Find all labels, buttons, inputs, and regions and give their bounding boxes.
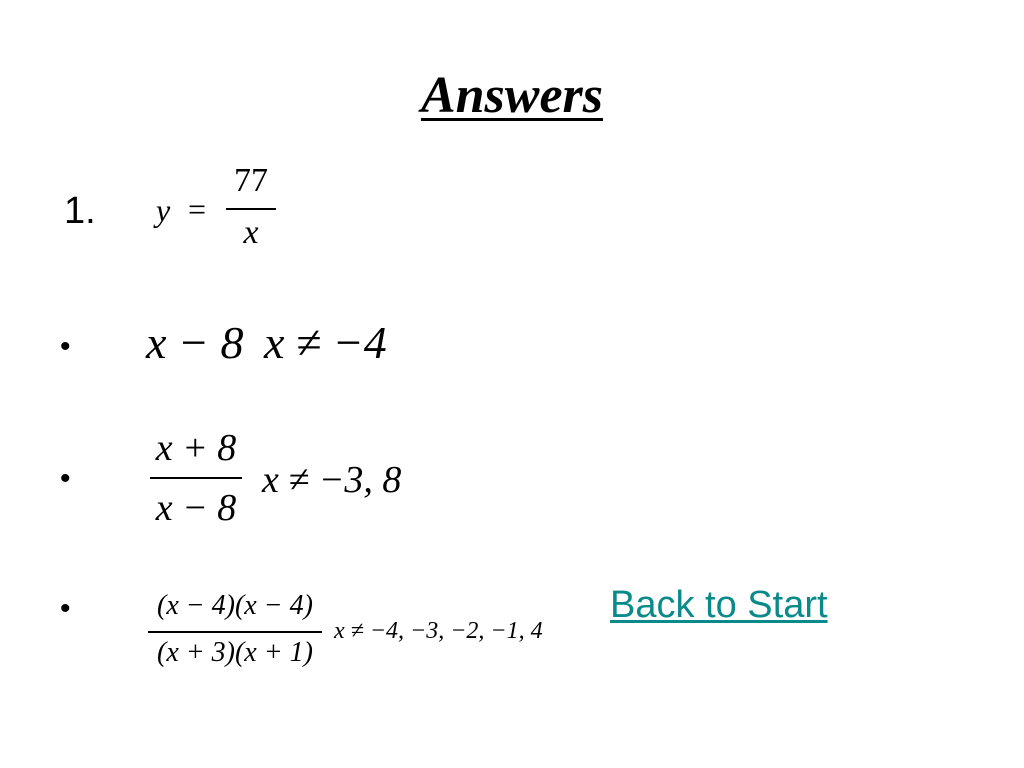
item-2-restriction: x ≠ −4 — [264, 317, 387, 368]
item-2-expression: x − 8 — [146, 317, 244, 368]
item-1-numerator: 77 — [234, 162, 268, 199]
bullet: • — [60, 462, 71, 495]
fraction-bar — [150, 477, 242, 479]
bullet: • — [60, 592, 71, 625]
item-1-equals: = — [188, 191, 207, 227]
item-1-fraction — [226, 162, 276, 262]
bullet: • — [60, 330, 71, 363]
item-4-numerator: (x − 4)(x − 4) — [157, 590, 313, 621]
fraction-bar — [148, 631, 322, 633]
item-3-numerator: x + 8 — [155, 427, 237, 469]
item-1-lhs: y — [156, 192, 171, 228]
fraction-bar — [226, 208, 276, 210]
item-1-number: 1. — [64, 190, 96, 232]
item-1-denominator: x — [243, 214, 259, 251]
page-title: Answers — [420, 67, 604, 124]
back-to-start-link[interactable]: Back to Start — [610, 584, 828, 626]
item-4-denominator: (x + 3)(x + 1) — [157, 637, 313, 668]
item-3-restriction: x ≠ −3, 8 — [262, 459, 402, 501]
item-4-fraction — [148, 590, 322, 680]
item-3-fraction — [150, 426, 242, 536]
item-4-restriction: x ≠ −4, −3, −2, −1, 4 — [334, 618, 543, 644]
item-3-denominator: x − 8 — [155, 487, 237, 529]
